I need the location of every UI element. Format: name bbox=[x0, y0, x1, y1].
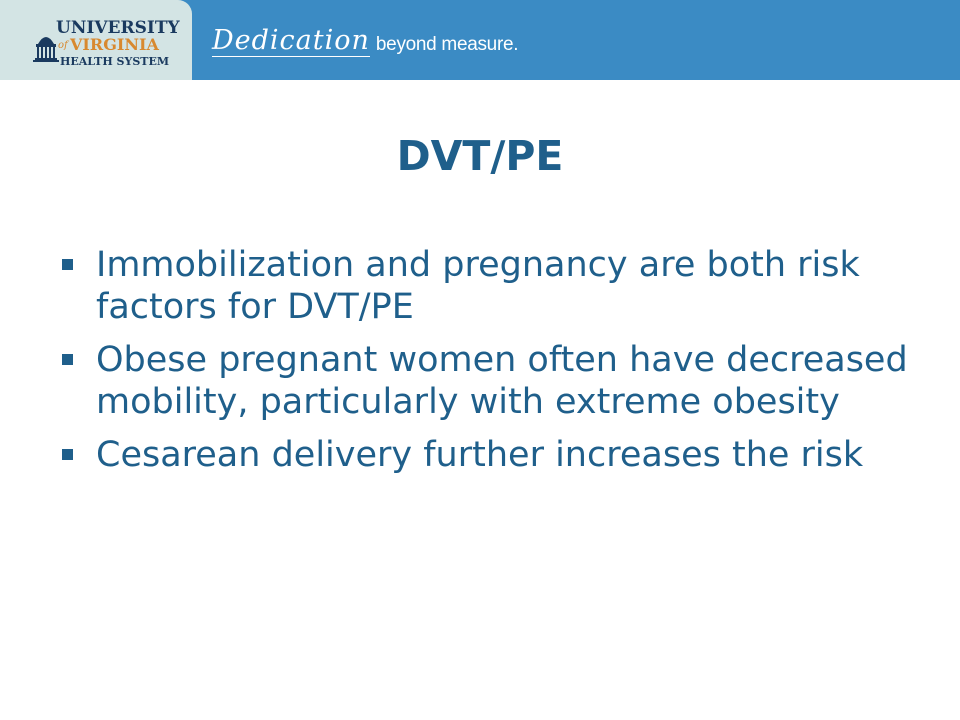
square-bullet-icon bbox=[62, 449, 73, 460]
bullet-text: Immobilization and pregnancy are both risk factors for DVT/PE bbox=[96, 245, 860, 327]
bullet-item bbox=[62, 339, 922, 423]
slide-header-bar bbox=[0, 0, 960, 80]
square-bullet-icon bbox=[62, 354, 73, 365]
tagline-rest: beyond measure. bbox=[375, 34, 519, 55]
logo-line1: UNIVERSITY bbox=[56, 18, 180, 38]
bullet-item bbox=[62, 244, 922, 328]
bullet-item bbox=[62, 434, 922, 476]
bullet-list bbox=[62, 244, 922, 487]
square-bullet-icon bbox=[62, 259, 73, 270]
tagline bbox=[212, 22, 518, 62]
rotunda-icon bbox=[33, 37, 59, 62]
uva-health-logo bbox=[0, 0, 192, 80]
bullet-text: Obese pregnant women often have decreased mobility, particularly with extreme obesity bbox=[96, 340, 908, 422]
logo-of: of bbox=[58, 40, 68, 51]
logo-line3: HEALTH SYSTEM bbox=[60, 55, 170, 68]
logo-graphic bbox=[0, 0, 192, 80]
tagline-script: Dedication bbox=[212, 25, 370, 56]
slide-title: DVT/PE bbox=[396, 132, 564, 180]
logo-line2: VIRGINIA bbox=[70, 35, 159, 54]
bullet-text: Cesarean delivery further increases the risk bbox=[96, 435, 864, 475]
